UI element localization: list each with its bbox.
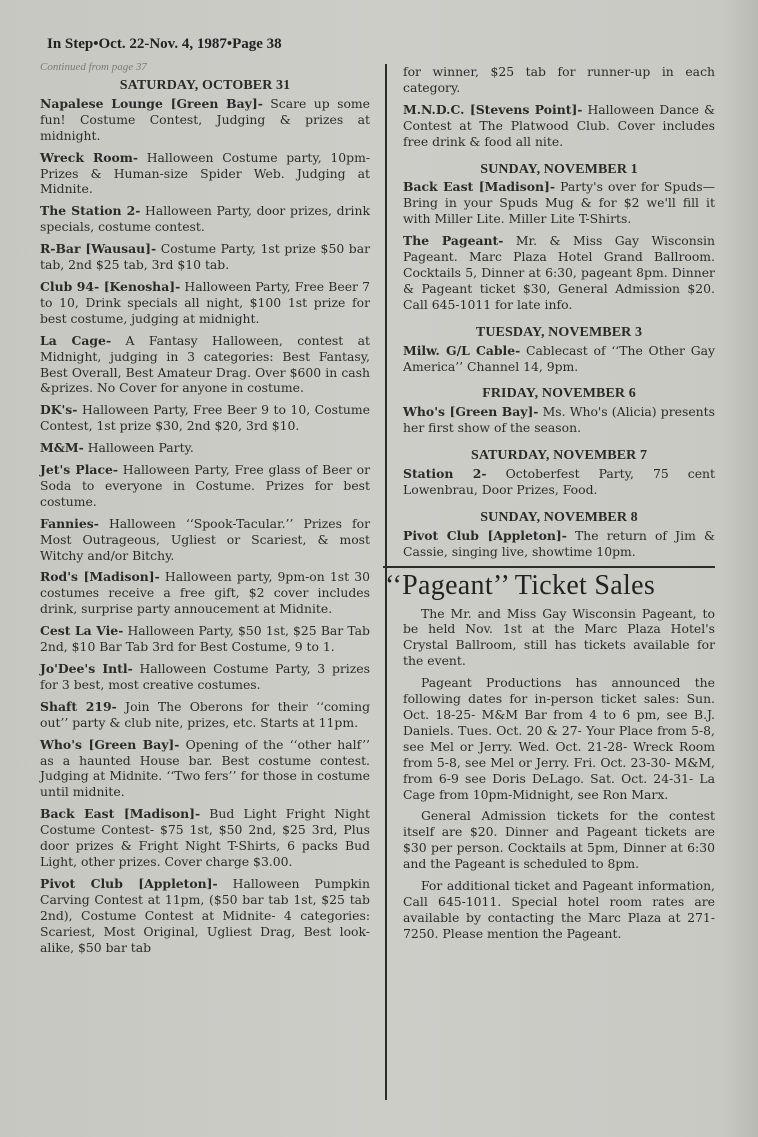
venue-name: Who's [Green Bay]- [403,404,539,420]
left-column [40,78,370,961]
listing-entry [40,203,370,235]
venue-name: Station 2- [403,466,487,482]
article-paragraph: For additional ticket and Pageant information, Call 645-1011. Special hotel room rates are available by contacting the Marc Plaza at 271-7250. Please mention the Pageant. [403,878,715,941]
listing-entry [40,699,370,731]
day-heading: SUNDAY, NOVEMBER 1 [480,161,638,177]
venue-name: Wreck Room- [40,149,139,165]
venue-name: Rod's [Madison]- [40,569,160,585]
venue-name: Jet's Place- [40,462,119,478]
entry-text: Halloween Costume party, 10pm- Prizes & Human-size Spider Web. Judging at Midnite. [40,149,371,197]
entry-text: Party's over for Spuds— Bring in your Spuds Mug & for $2 we'll fill it with Miller Lite. Miller Lite T-Shirts. [403,179,716,227]
venue-name: Who's [Green Bay]- [40,736,180,752]
article-paragraph: Pageant Productions has announced the following dates for in-person ticket sales: Sun. Oct. 18-25- M&M Bar from 4 to 6 pm, see B.J. Daniels. Tues. Oct. 20 & 27- Your Place from 5-8, see Mel or Jerry. Wed. Oct. 21-28- Wreck Room from 5-8, see Mel or Jerry. Fri. Oct. 23-30- M&M, from 6-9 see Doris DeLago. Sat. Oct. 24-31- La Cage from 10pm-Midnight, see Ron Marx. [403,675,715,802]
entry-text: Halloween Costume Party, 3 prizes for 3 best, most creative costumes. [40,661,370,692]
venue-name: Milw. G/L Cable- [403,342,521,358]
listing-entry [40,462,370,510]
continuation-text: for winner, $25 tab for runner-up in each category. [403,64,715,95]
listing-entry [40,150,370,198]
listing-entry [403,404,715,436]
venue-name: R-Bar [Wausau]- [40,241,157,257]
listing-entry [40,440,370,456]
entry-text: Halloween Dance & Contest at The Platwood Club. Cover includes free drink & food all nite. [403,101,715,149]
venue-name: M&M- [40,440,84,456]
entry-text: Halloween Party, Free Beer 7 to 10, Drink specials all night, $100 1st prize for best costume, judging at midnight. [40,278,370,326]
entry-text: Ms. Who's (Alicia) presents her first show of the season. [403,404,715,436]
listing-entry [40,737,370,801]
venue-name: La Cage- [40,332,112,348]
entry-text: Bud Light Fright Night Costume Contest- $75 1st, $50 2nd, $25 3rd, Plus door prizes & Fright Night T-Shirts, 6 packs Bud Light, other prizes. Cover charge $3.00. [40,806,370,869]
continued-note: Continued from page 37 [40,61,147,73]
entry-text: Halloween Party, $50 1st, $25 Bar Tab 2nd, $10 Bar Tab 3rd for Best Costume, 9 to 1. [40,623,370,655]
entry-text: Halloween Pumpkin Carving Contest at 11pm, ($50 bar tab 1st, $25 tab 2nd), Costume Contest at Midnite- 4 categories: Scariest, Most Original, Ugliest Drag, Best look-alike, $50 bar tab [40,875,370,955]
listing-entry [403,233,715,313]
venue-name: The Pageant- [403,233,504,249]
entry-text: Halloween Party, Free glass of Beer or Soda to everyone in Costume. Prizes for best costume. [40,462,370,509]
listing-entry [40,569,370,617]
listing-entry [40,623,370,655]
entry-text: Halloween Party. [83,440,194,456]
article-paragraph: The Mr. and Miss Gay Wisconsin Pageant, to be held Nov. 1st at the Marc Plaza Hotel's Crystal Ballroom, still has tickets available for the event. [403,605,715,669]
listing-entry [403,528,715,560]
article-headline: ‘‘Pageant’’ Ticket Sales [385,569,656,601]
listing-entry [40,516,370,564]
entry-text: Halloween party, 9pm-on 1st 30 costumes receive a free gift, $2 cover includes drink, surprise party annoucement at Midnite. [40,569,370,617]
venue-name: Back East [Madison]- [40,806,201,822]
venue-name: Pivot Club [Appleton]- [40,875,218,891]
entry-text: Mr. & Miss Gay Wisconsin Pageant. Marc Plaza Hotel Grand Ballroom. Cocktails 5, Dinner at 6:30, pageant 8pm. Dinner & Pageant ticket $30, General Admission $20. Call 645-1011 for late info. [403,233,716,312]
entry-text: Halloween Party, Free Beer 9 to 10, Costume Contest, 1st prize $30, 2nd $20, 3rd $10. [40,402,370,434]
day-heading: FRIDAY, NOVEMBER 6 [482,386,636,402]
entry-text: The return of Jim & Cassie, singing live, showtime 10pm. [403,527,715,559]
listing-entry [403,179,715,227]
entry-text: Octoberfest Party, 75 cent Lowenbrau, Door Prizes, Food. [403,466,715,497]
entry-text: Costume Party, 1st prize $50 bar tab, 2nd $25 tab, 3rd $10 tab. [40,241,371,273]
listing-entry [40,402,370,434]
venue-name: Fannies- [40,515,99,531]
entry-text: Cablecast of ‘‘The Other Gay America’’ Channel 14, 9pm. [403,342,715,374]
venue-name: Jo'Dee's Intl- [40,661,133,676]
entry-text: Halloween Party, door prizes, drink specials, costume contest. [40,203,370,235]
article-paragraph: General Admission tickets for the contest itself are $20. Dinner and Pageant tickets are $30 per person. Cocktails at 5pm, Dinner at 6:30 and the Pageant is scheduled to 8pm. [403,808,715,872]
listing-entry [403,466,715,498]
listing-entry [40,279,370,327]
listing-entry [40,806,370,870]
listing-entry [40,333,370,397]
venue-name: Shaft 219- [40,698,117,714]
venue-name: M.N.D.C. [Stevens Point]- [403,101,583,117]
listing-entry [40,96,370,144]
day-heading: TUESDAY, NOVEMBER 3 [475,324,643,340]
right-column [385,64,716,948]
section-divider [383,566,715,568]
entry-text: Opening of the ‘‘other half’’ as a haunted House bar. Best costume contest. Judging at Midnite. ‘‘Two fers’’ for those in costume until midnite. [40,736,370,800]
venue-name: Back East [Madison]- [403,179,555,195]
entry-text: A Fantasy Halloween, contest at Midnight, judging in 3 categories: Best Fantasy, Best Overall, Best Amateur Drag. Over $600 in cash &prizes. No Cover for anyone in costume. [40,332,370,396]
masthead: In Step•Oct. 22-Nov. 4, 1987•Page 38 [47,36,282,52]
listing-entry [40,241,370,273]
venue-name: The Station 2- [40,203,141,219]
entry-text: Scare up some fun! Costume Contest, Judging & prizes at midnight. [40,95,371,143]
venue-name: Club 94- [Kenosha]- [40,278,181,294]
venue-name: DK's- [40,402,78,418]
day-heading: SUNDAY, NOVEMBER 8 [480,509,638,525]
day-heading: SATURDAY, NOVEMBER 7 [470,448,648,464]
venue-name: Napalese Lounge [Green Bay]- [40,95,263,111]
listing-entry [403,102,715,150]
venue-name: Pivot Club [Appleton]- [403,527,567,543]
entry-text: Halloween ‘‘Spook-Tacular.’’ Prizes for Most Outrageous, Ugliest or Scariest, & most Witchy and/or Bitchy. [40,515,370,563]
listing-entry [40,876,370,956]
venue-name: Cest La Vie- [40,623,124,639]
listing-entry [40,661,370,693]
listing-entry [403,343,715,375]
entry-text: Join The Oberons for their ‘‘coming out’’ party & club nite, prizes, etc. Starts at 11pm. [40,698,371,730]
day-heading: SATURDAY, OCTOBER 31 [119,78,291,93]
